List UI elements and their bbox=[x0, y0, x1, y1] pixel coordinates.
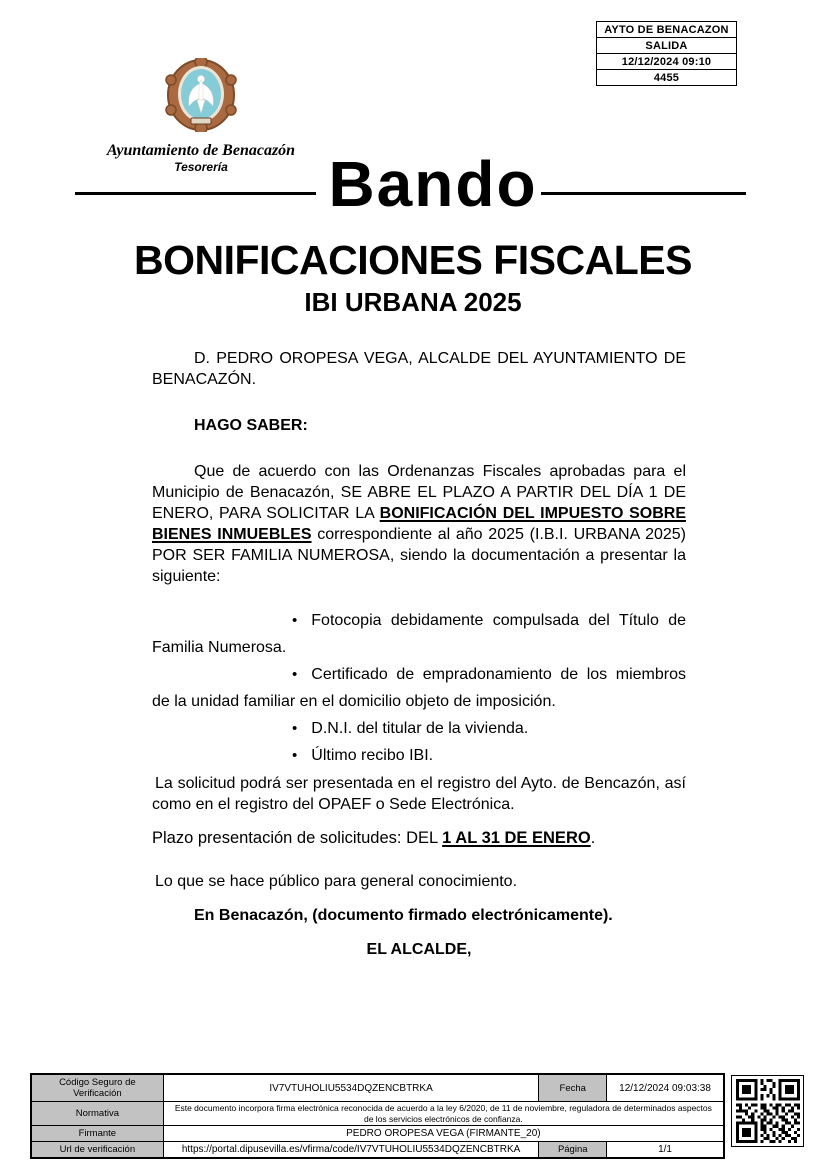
list-item bbox=[152, 742, 686, 769]
bullet-icon: • bbox=[292, 666, 298, 683]
pagina-label: Página bbox=[539, 1142, 607, 1159]
intro-part2: correspondiente al año 2025 (I.B.I. URBANA 2025) POR SER FAMILIA NUMEROSA, siendo la documentación a presentar la siguiente: bbox=[152, 526, 687, 585]
csv-label: Código Seguro de Verificación bbox=[31, 1074, 163, 1102]
bullet-icon: • bbox=[292, 747, 298, 764]
list-item bbox=[152, 607, 686, 661]
list-item bbox=[152, 715, 686, 742]
intro-paragraph bbox=[152, 461, 686, 587]
list-item-text: Certificado de empradonamiento de los miembros de la unidad familiar en el domicilio objeto de imposición. bbox=[152, 666, 686, 710]
dept-name: Tesorería bbox=[174, 160, 228, 174]
hago-saber: HAGO SABER: bbox=[194, 417, 308, 434]
table-row bbox=[31, 1142, 724, 1159]
requirements-list bbox=[152, 607, 686, 769]
deadline-emphasis: 1 AL 31 DE ENERO bbox=[442, 829, 591, 847]
org-name: Ayuntamiento de Benacazón bbox=[106, 142, 296, 159]
pagina-value: 1/1 bbox=[607, 1142, 724, 1159]
fecha-value: 12/12/2024 09:03:38 bbox=[607, 1074, 724, 1102]
deadline-paragraph bbox=[152, 828, 686, 849]
deadline-part1: Plazo presentación de solicitudes: DEL bbox=[152, 829, 443, 847]
fecha-label: Fecha bbox=[539, 1074, 607, 1102]
deadline-part2: . bbox=[590, 829, 596, 847]
firmante-label: Firmante bbox=[31, 1126, 163, 1142]
public-notice: Lo que se hace público para general conocimiento. bbox=[155, 873, 518, 890]
body-text bbox=[152, 348, 686, 960]
table-row bbox=[31, 1102, 724, 1126]
list-item-text: Último recibo IBI. bbox=[311, 747, 434, 764]
bullet-icon: • bbox=[292, 612, 298, 629]
stamp-datetime: 12/12/2024 09:10 bbox=[597, 54, 736, 70]
main-heading: BONIFICACIONES FISCALES bbox=[134, 237, 692, 283]
list-item-text: D.N.I. del titular de la vivienda. bbox=[311, 720, 529, 737]
intro-emphasis: BONIFICACIÓN DEL IMPUESTO SOBRE BIENES INMUEBLES bbox=[152, 505, 686, 543]
registry-stamp-box bbox=[596, 21, 737, 86]
sub-heading: IBI URBANA 2025 bbox=[304, 287, 522, 317]
stamp-number: 4455 bbox=[653, 72, 680, 84]
intro-part1: Que de acuerdo con las Ordenanzas Fiscales aprobadas para el Municipio de Benacazón, SE ABRE EL PLAZO A PARTIR DEL DÍA 1 DE ENERO, PARA SOLICITAR LA bbox=[152, 463, 686, 522]
list-item bbox=[152, 661, 686, 715]
signature-title: EL ALCALDE, bbox=[366, 941, 472, 958]
list-item-text: Fotocopia debidamente compulsada del Título de Familia Numerosa. bbox=[152, 612, 686, 656]
coat-of-arms-icon bbox=[162, 119, 240, 136]
banner-title: Bando bbox=[328, 148, 538, 220]
url-label: Url de verificación bbox=[31, 1142, 163, 1159]
verification-table bbox=[30, 1073, 725, 1159]
firmante-value: PEDRO OROPESA VEGA (FIRMANTE_20) bbox=[163, 1126, 724, 1142]
banner-rule-right bbox=[541, 192, 746, 195]
salutation: D. PEDRO OROPESA VEGA, ALCALDE DEL AYUNTAMIENTO DE BENACAZÓN. bbox=[152, 350, 686, 388]
normativa-label: Normativa bbox=[31, 1102, 163, 1126]
csv-value: IV7VTUHOLIU5534DQZENCBTRKA bbox=[163, 1074, 539, 1102]
bullet-icon: • bbox=[292, 720, 298, 737]
table-row bbox=[31, 1074, 724, 1102]
stamp-org: AYTO DE BENACAZON bbox=[597, 22, 736, 38]
qr-code bbox=[731, 1075, 804, 1147]
stamp-type: SALIDA bbox=[597, 38, 736, 54]
table-row bbox=[31, 1126, 724, 1142]
signature-place: En Benacazón, (documento firmado electrónicamente). bbox=[194, 907, 613, 924]
verification-url[interactable]: https://portal.dipusevilla.es/vfirma/code/IV7VTUHOLIU5534DQZENCBTRKA bbox=[163, 1142, 539, 1159]
submission-paragraph: La solicitud podrá ser presentada en el registro del Ayto. de Bencazón, así como en el registro del OPAEF o Sede Electrónica. bbox=[152, 775, 686, 813]
normativa-value: Este documento incorpora firma electrónica reconocida de acuerdo a la ley 6/2020, de 11 de noviembre, reguladora de determinados aspectos de los servicios electrónicos de confianza. bbox=[163, 1102, 724, 1126]
